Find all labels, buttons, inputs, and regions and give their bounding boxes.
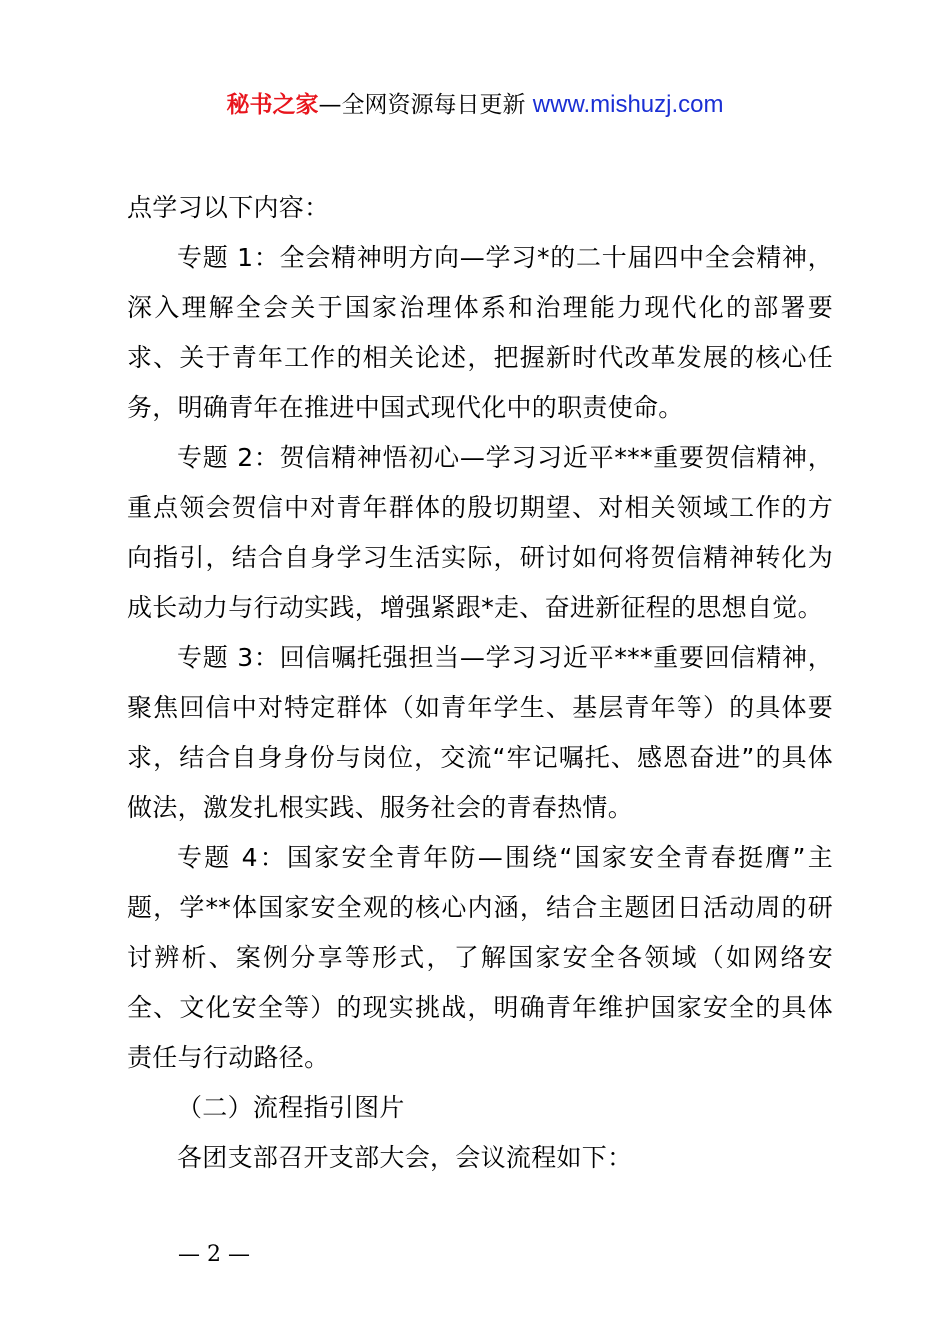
site-header: [0, 88, 950, 122]
paragraph-intro: 点学习以下内容：: [127, 193, 330, 222]
paragraph-meeting-process: 各团支部召开支部大会，会议流程如下：: [177, 1143, 633, 1172]
header-slogan: —全网资源每日更新: [318, 92, 526, 118]
site-url-link[interactable]: www.mishuzj.com: [532, 91, 724, 118]
page-number: — 2 —: [178, 1242, 250, 1267]
brand-name: 秘书之家: [226, 92, 319, 118]
paragraph-topic-4: 专题 4：国家安全青年防—围绕“国家安全青春挺膺”主题，学**体国家安全观的核心内涵，结合主题团日活动周的研讨辨析、案例分享等形式，了解国家安全各领域（如网络安全、文化安全等）的现实挑战，明确青年维护国家安全的具体责任与行动路径。: [127, 843, 833, 1072]
document-body: [127, 183, 833, 1183]
paragraph-topic-1: 专题 1：全会精神明方向—学习*的二十届四中全会精神，深入理解全会关于国家治理体系和治理能力现代化的部署要求、关于青年工作的相关论述，把握新时代改革发展的核心任务，明确青年在推进中国式现代化中的职责使命。: [127, 243, 833, 422]
paragraph-topic-2: 专题 2：贺信精神悟初心—学习习近平***重要贺信精神，重点领会贺信中对青年群体的殷切期望、对相关领域工作的方向指引，结合自身学习生活实际，研讨如何将贺信精神转化为成长动力与行动实践，增强紧跟*走、奋进新征程的思想自觉。: [127, 443, 833, 622]
section-heading-process: （二）流程指引图片: [177, 1093, 405, 1122]
paragraph-topic-3: 专题 3：回信嘱托强担当—学习习近平***重要回信精神，聚焦回信中对特定群体（如青年学生、基层青年等）的具体要求，结合自身身份与岗位，交流“牢记嘱托、感恩奋进”的具体做法，激发扎根实践、服务社会的青春热情。: [127, 643, 833, 822]
